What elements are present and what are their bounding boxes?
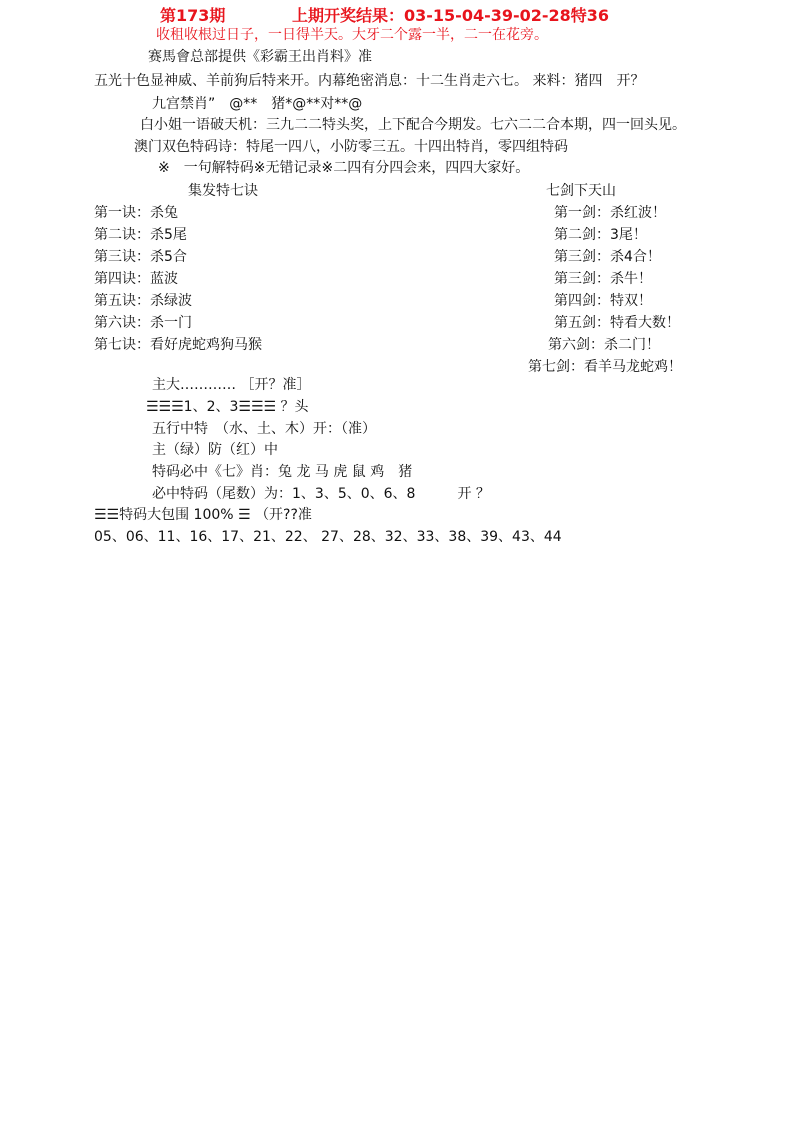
single-bar-icon: ☰ bbox=[238, 507, 251, 523]
wuxing-line: 五行中特 （水、土、木）开：（准） bbox=[152, 421, 376, 437]
triple-bar-icon: ☰☰☰ bbox=[146, 399, 184, 415]
numbers-line: 05、06、11、16、17、21、22、 27、28、32、33、38、39、43、44 bbox=[94, 529, 562, 545]
triple-bar-icon: ☰☰☰ bbox=[238, 399, 277, 415]
intro-line-5: 澳门双色特码诗：特尾一四八，小防零三五。十四出特肖，零四组特码 bbox=[134, 139, 568, 155]
main-big-line: 主大………… ［开？准］ bbox=[152, 377, 311, 393]
left-item: 第五诀：杀绿波 bbox=[94, 293, 192, 309]
left-item: 第一诀：杀兔 bbox=[94, 205, 178, 221]
bag-suffix: （开??准 bbox=[255, 507, 312, 523]
zodiac-line: 特码必中《七》肖：兔 龙 马 虎 鼠 鸡 猪 bbox=[152, 464, 413, 480]
last-result: 上期开奖结果：03-15-04-39-02-28特36 bbox=[292, 6, 610, 25]
heads-line bbox=[146, 398, 309, 416]
right-item: 第二剑：3尾！ bbox=[554, 227, 647, 243]
bag-text: 特码大包围 100% bbox=[119, 507, 234, 523]
intro-line-2: 五光十色显神威、羊前狗后特来开。内幕绝密消息：十二生肖走六七。 来料：猪四 开？ bbox=[94, 73, 645, 89]
intro-line-4: 白小姐一语破天机：三九二二特头奖，上下配合今期发。七六二二合本期，四一回头见。 bbox=[140, 117, 686, 133]
right-item: 第四剑：特双！ bbox=[554, 293, 652, 309]
intro-line-1: 赛馬會总部提供《彩霸王出肖料》准 bbox=[148, 49, 372, 65]
right-item: 第三剑：杀4合！ bbox=[554, 249, 661, 265]
left-item: 第七诀：看好虎蛇鸡狗马猴 bbox=[94, 337, 262, 353]
intro-line-6: ※ 一句解特码※无错记录※二四有分四会来，四四大家好。 bbox=[158, 160, 530, 176]
issue-number: 第173期 bbox=[160, 6, 226, 25]
right-item: 第一剑：杀红波！ bbox=[554, 205, 666, 221]
left-section-title: 集发特七诀 bbox=[188, 183, 258, 199]
heads-text: 1、2、3 bbox=[183, 399, 239, 415]
double-bar-icon: ☰☰ bbox=[94, 507, 120, 523]
right-item: 第五剑：特看大数！ bbox=[554, 315, 680, 331]
left-item: 第三诀：杀5合 bbox=[94, 249, 187, 265]
tails-line: 必中特码（尾数）为：1、3、5、0、6、8 开 ？ bbox=[152, 486, 490, 502]
header-subtitle: 收租收根过日子，一日得半天。大牙二个露一半，二一在花旁。 bbox=[156, 27, 548, 43]
right-item: 第六剑：杀二门！ bbox=[548, 337, 660, 353]
left-item: 第六诀：杀一门 bbox=[94, 315, 192, 331]
heads-suffix: ？头 bbox=[280, 399, 309, 415]
right-section-title: 七剑下天山 bbox=[546, 183, 616, 199]
left-item: 第二诀：杀5尾 bbox=[94, 227, 187, 243]
intro-line-3: 九宫禁肖” @** 猪*@**对**@ bbox=[152, 96, 363, 112]
main-green-line: 主（绿）防（红）中 bbox=[152, 442, 278, 458]
right-item: 第三剑：杀牛！ bbox=[554, 271, 652, 287]
right-item: 第七剑：看羊马龙蛇鸡！ bbox=[528, 359, 682, 375]
bag-line bbox=[94, 506, 312, 524]
left-item: 第四诀：蓝波 bbox=[94, 271, 178, 287]
